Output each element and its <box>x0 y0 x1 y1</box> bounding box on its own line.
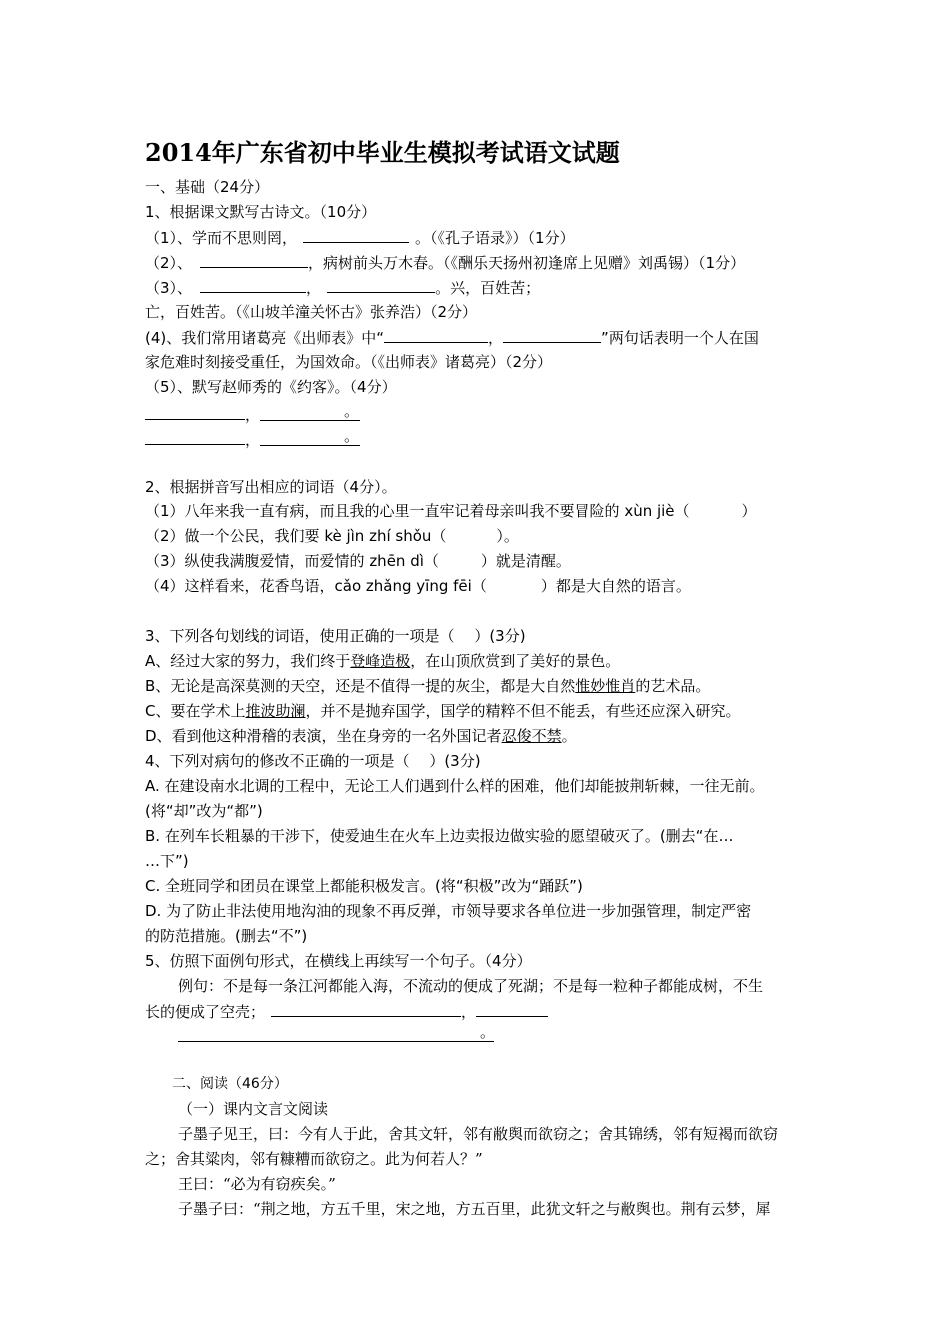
passage-line-1: 子墨子见王，曰：今有人于此，舍其文轩，邻有敝舆而欲窃之；舍其锦绣，邻有短褐而欲窃 <box>178 1125 779 1143</box>
text: ，并不是抛弃国学，国学的精粹不但不能丢，有些还应深入研究。 <box>305 702 741 720</box>
answer-blank[interactable] <box>145 403 245 420</box>
text: ， <box>245 431 261 449</box>
poem-line-2 <box>145 428 360 451</box>
text: A、经过大家的努力，我们终于 <box>145 652 351 670</box>
q4-option-a[interactable]: A. 在建设南水北调的工程中，无论工人们遇到什么样的困难，他们却能披荆斩棘，一往无前。 <box>145 777 765 795</box>
answer-blank[interactable] <box>200 276 306 293</box>
poem-line-1 <box>145 403 360 426</box>
text: 。 <box>344 427 360 445</box>
text: B、无论是高深莫测的天空，还是不值得一提的灰尘，都是大自然 <box>145 677 576 695</box>
text: 的艺术品。 <box>635 677 711 695</box>
section-2-subheading: （一）课内文言文阅读 <box>178 1100 329 1118</box>
text: 。 <box>561 727 577 745</box>
underlined-word: 登峰造极 <box>350 652 411 670</box>
text: （1）、学而不思则罔， <box>145 229 298 247</box>
text: ”两句话表明一个人在国 <box>601 329 759 347</box>
text: ，病树前头万木春。（《酬乐天扬州初逢席上见赠》刘禹锡）（1分） <box>308 254 746 272</box>
answer-blank[interactable] <box>476 1000 548 1017</box>
text: （3）、 <box>145 279 193 297</box>
q3-option-a[interactable] <box>145 650 620 672</box>
q2-item-1 <box>145 500 757 522</box>
q3-option-c[interactable] <box>145 700 741 722</box>
q1-stem: 1、根据课文默写古诗文。（10分） <box>145 203 377 221</box>
passage-line-2: 之；舍其粱肉，邻有糠糟而欲窃之。此为何若人？” <box>145 1150 483 1168</box>
text: ， <box>461 1003 477 1021</box>
q5-answer-line <box>178 1025 494 1047</box>
answer-blank[interactable] <box>145 428 245 445</box>
q2-item-4 <box>145 575 691 597</box>
q5-example-cont <box>145 1000 548 1023</box>
text: ）都是大自然的语言。 <box>540 577 691 595</box>
q4-option-b[interactable]: B. 在列车长粗暴的干涉下，使爱迪生在火车上边卖报边做实验的愿望破灭了。(删去“在… <box>145 827 734 845</box>
exam-title: 2014年广东省初中毕业生模拟考试语文试题 <box>145 138 620 167</box>
q3-option-d[interactable] <box>145 725 577 747</box>
q4-stem: 4、下列对病句的修改不正确的一项是（ ）(3分) <box>145 752 481 770</box>
text: ， <box>245 406 261 424</box>
answer-blank[interactable] <box>260 404 360 421</box>
section-1-heading: 一、基础（24分） <box>145 178 270 196</box>
text: （1）八年来我一直有病，而且我的心里一直牢记着母亲叫我不要冒险的 xùn jiè（ <box>145 502 690 520</box>
text: ，在山顶欣赏到了美好的景色。 <box>410 652 621 670</box>
q4-option-a-cont: (将“却”改为“都”) <box>145 802 263 820</box>
text: 。 <box>480 1023 496 1041</box>
text: ， <box>488 329 504 347</box>
text: （4）这样看来，花香鸟语，cǎo zhǎng yīng fēi（ <box>145 577 487 595</box>
passage-line-3: 王曰：“必为有窃疾矣。” <box>178 1175 336 1193</box>
text: C、要在学术上 <box>145 702 246 720</box>
answer-blank[interactable] <box>327 276 435 293</box>
text: ， <box>306 279 322 297</box>
text: （2）做一个公民，我们要 kè jìn zhí shǒu（ <box>145 527 447 545</box>
text: 。（《孔子语录》）（1分） <box>415 229 575 247</box>
text: ） <box>741 502 757 520</box>
q1-item-3 <box>145 276 540 299</box>
text: （2）、 <box>145 254 193 272</box>
q2-item-3 <box>145 550 571 572</box>
answer-blank[interactable] <box>303 226 409 243</box>
q1-item-1 <box>145 226 575 249</box>
section-2-heading: 二、阅读（46分） <box>172 1076 288 1092</box>
text: ）就是清醒。 <box>480 552 571 570</box>
q2-stem: 2、根据拼音写出相应的词语（4分）。 <box>145 478 397 496</box>
q1-item-4-cont: 家危难时刻接受重任，为国效命。（《出师表》诸葛亮）（2分） <box>145 353 553 371</box>
underlined-word: 推波助澜 <box>245 702 306 720</box>
text: （3）纵使我满腹爱情，而爱情的 zhēn dì（ <box>145 552 439 570</box>
q5-example: 例句：不是每一条江河都能入海，不流动的便成了死湖；不是每一粒种子都能成树，不生 <box>178 977 764 995</box>
q4-option-b-cont: …下”) <box>145 852 189 870</box>
q1-item-3-cont: 亡，百姓苦。（《山坡羊潼关怀古》张养浩）（2分） <box>145 303 478 321</box>
q1-item-4 <box>145 326 759 349</box>
q4-option-c[interactable]: C. 全班同学和团员在课堂上都能积极发言。(将“积极”改为“踊跃”) <box>145 877 583 895</box>
answer-blank[interactable] <box>271 1000 461 1017</box>
q3-option-b[interactable] <box>145 675 710 697</box>
answer-blank[interactable] <box>200 251 308 268</box>
q1-item-5: （5）、默写赵师秀的《约客》。（4分） <box>145 378 397 396</box>
underlined-word: 惟妙惟肖 <box>575 677 636 695</box>
text: 长的便成了空壳； <box>145 1003 266 1021</box>
q2-item-2 <box>145 525 519 547</box>
answer-blank[interactable] <box>503 326 601 343</box>
q5-stem: 5、仿照下面例句形式，在横线上再续写一个句子。（4分） <box>145 952 532 970</box>
text: 。兴，百姓苦； <box>435 279 541 297</box>
answer-blank[interactable] <box>384 326 488 343</box>
q4-option-d[interactable]: D. 为了防止非法使用地沟油的现象不再反弹，市领导要求各单位进一步加强管理，制定严密 <box>145 902 752 920</box>
answer-blank[interactable] <box>178 1025 494 1042</box>
text: 。 <box>344 402 360 420</box>
passage-line-4: 子墨子曰：“荆之地，方五千里，宋之地，方五百里，此犹文轩之与敝舆也。荆有云梦，犀 <box>178 1200 771 1218</box>
underlined-word: 忍俊不禁 <box>501 727 562 745</box>
text: ）。 <box>496 527 519 545</box>
answer-blank[interactable] <box>260 429 360 446</box>
q4-option-d-cont: 的防范措施。(删去“不”) <box>145 927 308 945</box>
q3-stem: 3、下列各句划线的词语，使用正确的一项是（ ）(3分) <box>145 627 526 645</box>
text: D、看到他这种滑稽的表演，坐在身旁的一名外国记者 <box>145 727 502 745</box>
text: (4)、我们常用诸葛亮《出师表》中“ <box>145 329 385 347</box>
q1-item-2 <box>145 251 745 274</box>
